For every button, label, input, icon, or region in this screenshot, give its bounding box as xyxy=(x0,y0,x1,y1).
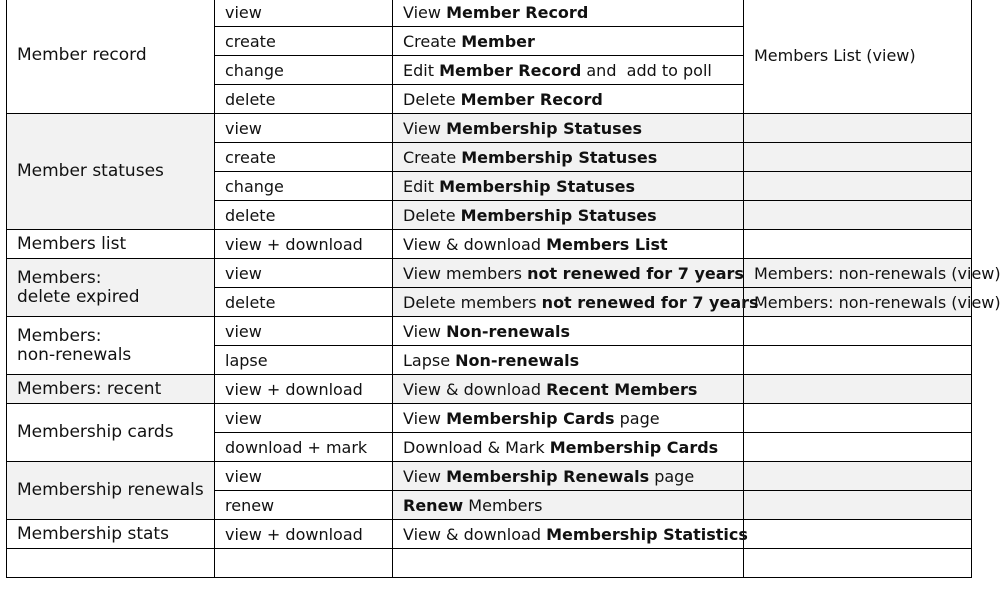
linked-permission-cell: Members: non-renewals (view) xyxy=(744,259,972,288)
linked-permission-cell xyxy=(744,172,972,201)
action-cell: change xyxy=(215,56,393,85)
description-cell: View members not renewed for 7 years xyxy=(393,259,744,288)
linked-permission-cell xyxy=(744,317,972,346)
linked-permission-cell xyxy=(744,462,972,491)
area-cell: Member record xyxy=(7,0,215,114)
description-cell xyxy=(393,549,744,578)
action-cell: lapse xyxy=(215,346,393,375)
description-cell: Delete Membership Statuses xyxy=(393,201,744,230)
linked-permission-cell xyxy=(744,404,972,433)
linked-permission-cell xyxy=(744,433,972,462)
action-cell: create xyxy=(215,27,393,56)
description-cell: Edit Membership Statuses xyxy=(393,172,744,201)
description-cell: View Non-renewals xyxy=(393,317,744,346)
action-cell: delete xyxy=(215,201,393,230)
action-cell: view + download xyxy=(215,520,393,549)
linked-permission-cell xyxy=(744,114,972,143)
area-cell: Members list xyxy=(7,230,215,259)
description-cell: Create Member xyxy=(393,27,744,56)
action-cell: view xyxy=(215,0,393,27)
linked-permission-cell xyxy=(744,491,972,520)
description-cell: Download & Mark Membership Cards xyxy=(393,433,744,462)
area-cell: Members: delete expired xyxy=(7,259,215,317)
description-cell: Delete Member Record xyxy=(393,85,744,114)
table-row xyxy=(7,317,972,346)
area-cell: Membership renewals xyxy=(7,462,215,520)
table-row xyxy=(7,549,972,578)
table-row xyxy=(7,462,972,491)
action-cell: view xyxy=(215,317,393,346)
area-cell xyxy=(7,549,215,578)
description-cell: Edit Member Record and add to poll xyxy=(393,56,744,85)
action-cell: download + mark xyxy=(215,433,393,462)
action-cell: delete xyxy=(215,288,393,317)
linked-permission-cell xyxy=(744,143,972,172)
area-cell: Membership stats xyxy=(7,520,215,549)
action-cell: view xyxy=(215,462,393,491)
table-row xyxy=(7,114,972,143)
action-cell: view + download xyxy=(215,230,393,259)
action-cell: delete xyxy=(215,85,393,114)
linked-permission-cell xyxy=(744,375,972,404)
permissions-table xyxy=(6,0,1001,578)
description-cell: Renew Members xyxy=(393,491,744,520)
action-cell: view + download xyxy=(215,375,393,404)
table-row xyxy=(7,404,972,433)
action-cell: renew xyxy=(215,491,393,520)
table-row xyxy=(7,375,972,404)
area-cell: Member statuses xyxy=(7,114,215,230)
area-cell: Members: non-renewals xyxy=(7,317,215,375)
linked-permission-cell xyxy=(744,201,972,230)
action-cell: view xyxy=(215,404,393,433)
description-cell: View Membership Cards page xyxy=(393,404,744,433)
action-cell: view xyxy=(215,114,393,143)
table-row xyxy=(7,259,972,288)
description-cell: View Membership Renewals page xyxy=(393,462,744,491)
action-cell: create xyxy=(215,143,393,172)
description-cell: Lapse Non-renewals xyxy=(393,346,744,375)
linked-permission-cell xyxy=(744,549,972,578)
area-cell: Membership cards xyxy=(7,404,215,462)
description-cell: View & download Recent Members xyxy=(393,375,744,404)
description-cell: Create Membership Statuses xyxy=(393,143,744,172)
description-cell: Delete members not renewed for 7 years xyxy=(393,288,744,317)
linked-permission-cell xyxy=(744,520,972,549)
table-row xyxy=(7,0,972,27)
description-cell: View & download Membership Statistics xyxy=(393,520,744,549)
linked-permission-cell xyxy=(744,230,972,259)
description-cell: View & download Members List xyxy=(393,230,744,259)
linked-permission-cell: Members: non-renewals (view) xyxy=(744,288,972,317)
description-cell: View Member Record xyxy=(393,0,744,27)
action-cell xyxy=(215,549,393,578)
area-cell: Members: recent xyxy=(7,375,215,404)
linked-permission-cell: Members List (view) xyxy=(744,0,972,114)
linked-permission-cell xyxy=(744,346,972,375)
table-row xyxy=(7,520,972,549)
action-cell: view xyxy=(215,259,393,288)
action-cell: change xyxy=(215,172,393,201)
table-row xyxy=(7,230,972,259)
description-cell: View Membership Statuses xyxy=(393,114,744,143)
